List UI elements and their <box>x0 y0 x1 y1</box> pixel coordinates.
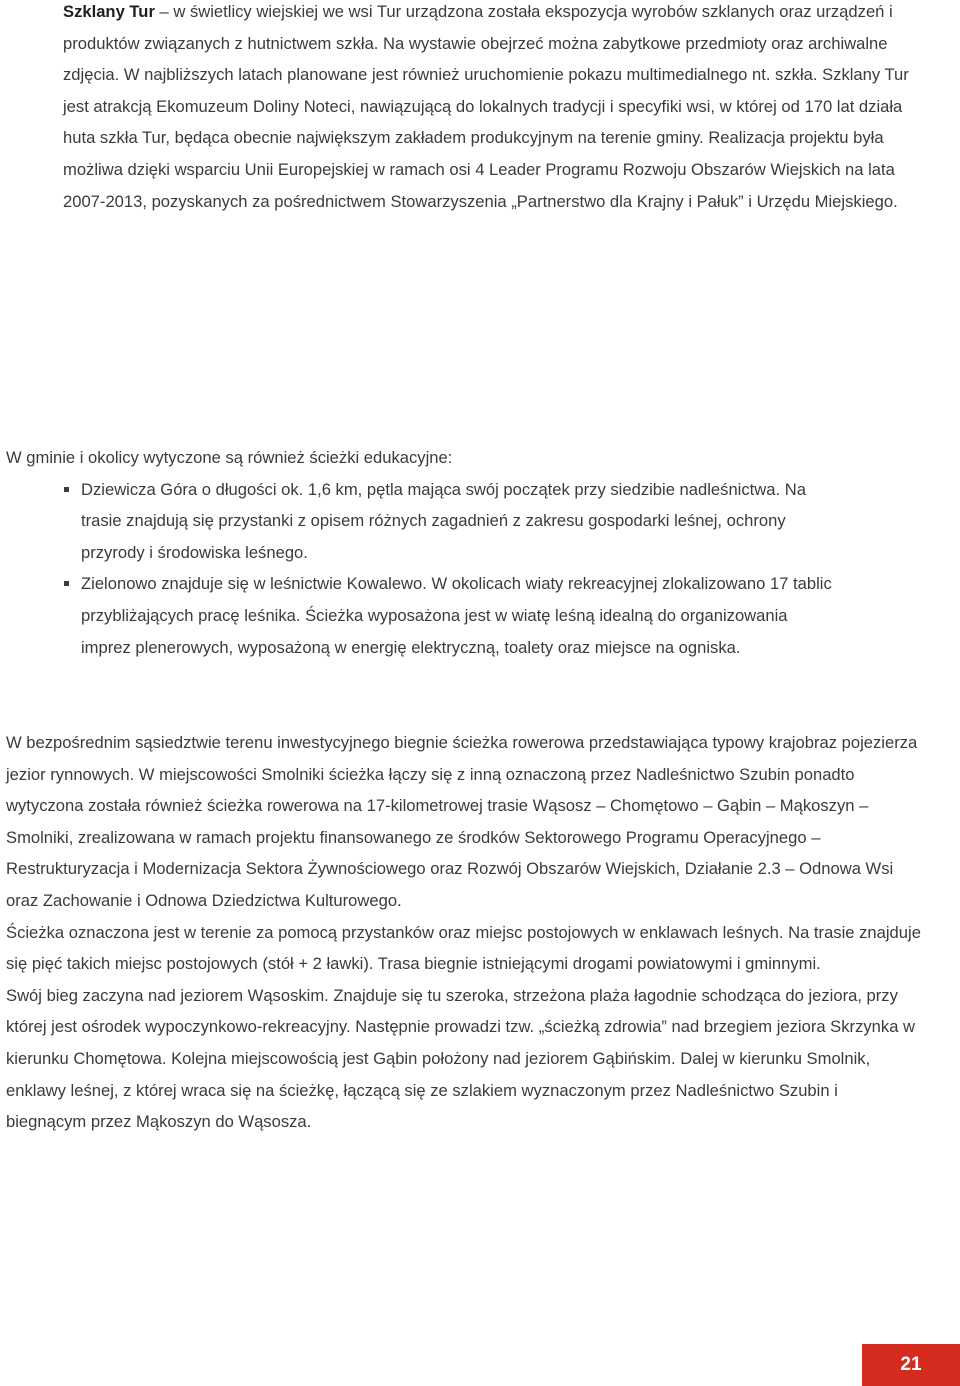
page-number-badge <box>862 1344 960 1386</box>
page-number: 21 <box>900 1354 922 1375</box>
educational-paths-section <box>6 442 906 663</box>
paths-list <box>6 474 841 664</box>
cycling-path-section <box>6 727 921 1138</box>
paths-heading: W gminie i okolicy wytyczone są również ścieżki edukacyjne: <box>6 448 453 467</box>
intro-text: – w świetlicy wiejskiej we wsi Tur urządzona została ekspozycja wyrobów szklanych oraz urządzeń i produktów związanych z hutnictwem szkła. Na wystawie obejrzeć można zabytkowe przedmioty oraz archiwalne zdjęcia. W najbliższych latach planowane jest również uruchomienie pokazu multimedialnego nt. szkła. Szklany Tur jest atrakcją Ekomuzeum Doliny Noteci, nawiązującą do lokalnych tradycji i specyfiki wsi, w której od 170 lat działa huta szkła Tur, będąca obecnie największym zakładem produkcyjnym na terenie gminy. Realizacja projektu była możliwa dzięki wsparciu Unii Europejskiej w ramach osi 4 Leader Programu Rozwoju Obszarów Wiejskich na lata 2007-2013, pozyskanych za pośrednictwem Stowarzyszenia „Partnerstwo dla Krajny i Pałuk” i Urzędu Miejskiego. <box>63 2 909 211</box>
cycling-paragraph-3: Swój bieg zaczyna nad jeziorem Wąsoskim. Znajduje się tu szeroka, strzeżona plaża łagodnie schodząca do jeziora, przy której jest ośrodek wypoczynkowo-rekreacyjny. Następnie prowadzi tzw. „ścieżką zdrowia” nad brzegiem jeziora Skrzynka w kierunku Chomętowa. Kolejna miejscowością jest Gąbin położony nad jeziorem Gąbińskim. Dalej w kierunku Smolnik, enklawy leśnej, z której wraca się na ścieżkę, łączącą się ze szlakiem wyznaczonym przez Nadleśnictwo Szubin i biegnącym przez Mąkoszyn do Wąsosza. <box>6 985 916 1132</box>
cycling-paragraph-1: W bezpośrednim sąsiedztwie terenu inwestycyjnego biegnie ścieżka rowerowa przedstawiająca typowy krajobraz pojezierza jezior rynnowych. W miejscowości Smolniki ścieżka łączy się z inną oznaczoną przez Nadleśnictwo Szubin ponadto wytyczona została również ścieżka rowerowa na 17-kilometrowej trasie Wąsosz – Chomętowo – Gąbin – Mąkoszyn – Smolniki, zrealizowana w ramach projektu finansowanego ze środków Sektorowego Programu Operacyjnego – Restrukturyzacja i Modernizacja Sektora Żywnościowego oraz Rozwój Obszarów Wiejskich, Działanie 2.3 – Odnowa Wsi oraz Zachowanie i Odnowa Dziedzictwa Kulturowego. <box>6 733 918 910</box>
cycling-paragraph-2: Ścieżka oznaczona jest w terenie za pomocą przystanków oraz miejsc postojowych w enklawach leśnych. Na trasie znajduje się pięć takich miejsc postojowych (stół + 2 ławki). Trasa biegnie istniejącymi drogami powiatowymi i gminnymi. <box>6 922 921 974</box>
list-item-dziewicza-gora: Dziewicza Góra o długości ok. 1,6 km, pętla mająca swój początek przy siedzibie nadleśnictwa. Na trasie znajdują się przystanki z opisem różnych zagadnień z zakresu gospodarki leśnej, ochrony przyrody i środowiska leśnego. <box>81 474 841 569</box>
list-item-zielonowo: Zielonowo znajduje się w leśnictwie Kowalewo. W okolicach wiaty rekreacyjnej zlokalizowano 17 tablic przybliżających pracę leśnika. Ścieżka wyposażona jest w wiatę leśną idealną do organizowania imprez plenerowych, wyposażoną w energię elektryczną, toalety oraz miejsce na ogniska. <box>81 568 841 663</box>
section-title-szklany-tur: Szklany Tur <box>63 2 155 21</box>
intro-paragraph <box>63 0 923 217</box>
